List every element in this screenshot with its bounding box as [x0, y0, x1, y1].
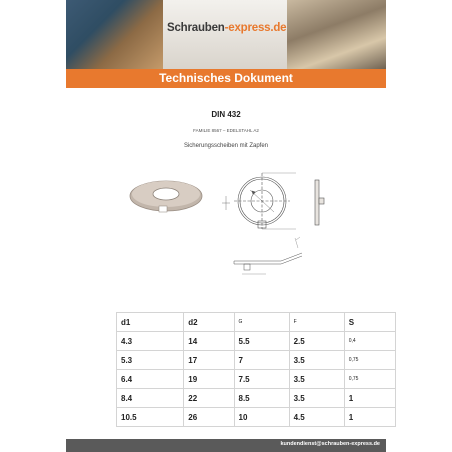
cell-g: 7.5 — [234, 370, 289, 389]
table-header-row — [117, 313, 396, 332]
cell-d2: 17 — [184, 351, 234, 370]
cell-g: 7 — [234, 351, 289, 370]
footer-email-link[interactable]: kundendienst@schrauben-express.de — [280, 441, 380, 447]
cell-f: 3.5 — [289, 351, 344, 370]
washer-detail-view — [234, 237, 302, 274]
logo-panel — [163, 0, 287, 69]
table-row — [117, 370, 396, 389]
washer-front-view — [222, 173, 296, 229]
cell-d1: 8.4 — [117, 389, 184, 408]
cell-f: 2.5 — [289, 332, 344, 351]
document-title: DIN 432 — [211, 110, 241, 119]
header-f: F — [289, 313, 344, 332]
header-d1: d1 — [117, 313, 184, 332]
table-row — [117, 408, 396, 427]
cell-f: 3.5 — [289, 389, 344, 408]
document-subtitle: FAMILIE 8567 – EDELSTAHL A2 — [193, 128, 259, 133]
cell-d1: 5.3 — [117, 351, 184, 370]
header-g: G — [234, 313, 289, 332]
header-d2: d2 — [184, 313, 234, 332]
cell-g: 8.5 — [234, 389, 289, 408]
cell-d2: 19 — [184, 370, 234, 389]
banner-title: Technisches Dokument — [159, 71, 293, 85]
cell-g: 10 — [234, 408, 289, 427]
table-row — [117, 332, 396, 351]
logo-main-text: Schrauben — [167, 22, 225, 34]
cell-d1: 4.3 — [117, 332, 184, 351]
washer-side-view — [315, 180, 324, 225]
table-row — [117, 389, 396, 408]
cell-f: 4.5 — [289, 408, 344, 427]
cell-d2: 26 — [184, 408, 234, 427]
cell-s: 0,4 — [344, 332, 395, 351]
document-page — [66, 0, 386, 452]
logo-accent-text: -express.de — [224, 22, 287, 34]
brand-logo — [167, 22, 289, 34]
cell-s: 1 — [344, 408, 395, 427]
cell-d1: 6.4 — [117, 370, 184, 389]
cell-s: 0,75 — [344, 351, 395, 370]
document-description: Sicherungsscheiben mit Zapfen — [183, 143, 269, 149]
technical-drawings — [66, 160, 386, 290]
table-row — [117, 351, 396, 370]
footer-bar — [66, 439, 386, 452]
washer-photo — [130, 181, 202, 212]
dimensions-table — [116, 312, 396, 427]
cell-f: 3.5 — [289, 370, 344, 389]
cell-d1: 10.5 — [117, 408, 184, 427]
header-banner — [66, 0, 386, 69]
cell-d2: 22 — [184, 389, 234, 408]
cell-g: 5.5 — [234, 332, 289, 351]
screws-photo — [287, 0, 386, 69]
cell-s: 1 — [344, 389, 395, 408]
header-s: S — [344, 313, 395, 332]
tools-photo — [66, 0, 163, 69]
cell-s: 0,75 — [344, 370, 395, 389]
cell-d2: 14 — [184, 332, 234, 351]
